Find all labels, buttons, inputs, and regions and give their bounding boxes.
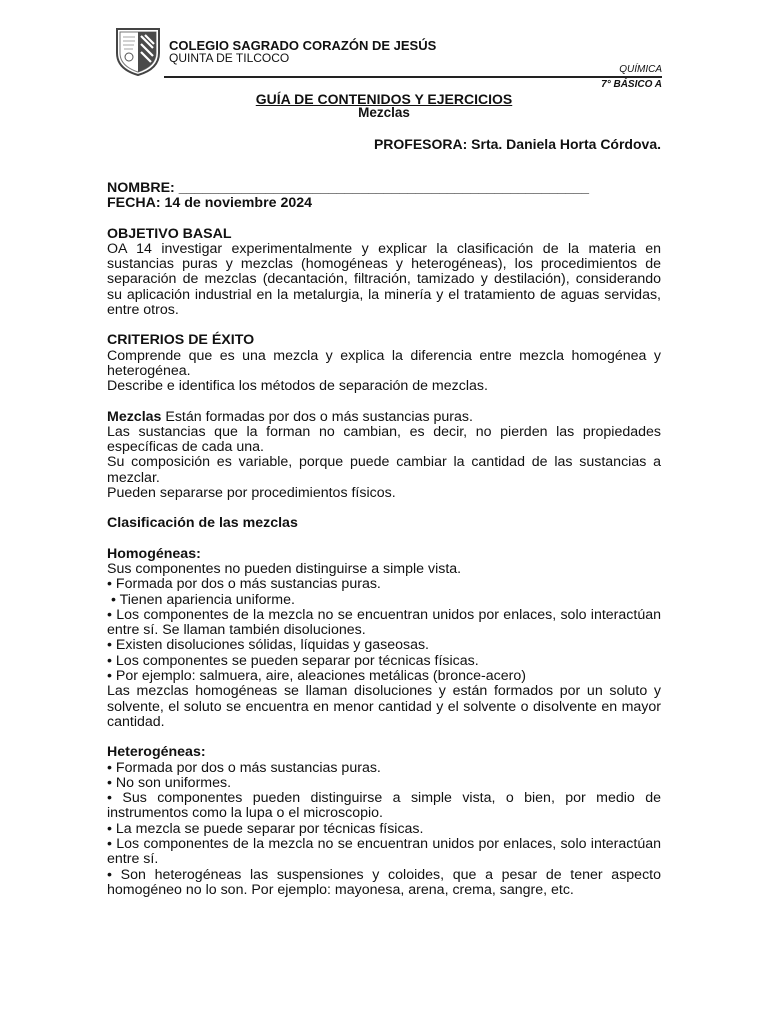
school-location: QUINTA DE TILCOCO [169,51,290,65]
homogeneas-bullet: • Por ejemplo: salmuera, aire, aleaciones metálicas (bronce-acero) [107,668,526,685]
school-name: COLEGIO SAGRADO CORAZÓN DE JESÚS [169,38,437,53]
mezclas-line: Las sustancias que la forman no cambian, es decir, no pierden las propiedades específicas de cada una. [107,423,661,456]
heterogeneas-bullet: • No son uniformes. [107,774,232,791]
homogeneas-bullet: • Los componentes se pueden separar por técnicas físicas. [107,652,479,669]
homogeneas-bullet: • Existen disoluciones sólidas, líquidas y gaseosas. [107,637,429,654]
grade-label: 7° BÁSICO A [601,79,662,90]
clasificacion-heading: Clasificación de las mezclas [107,515,298,532]
mezclas-line: Su composición es variable, porque puede cambiar la cantidad de las sustancias a mezclar. [107,454,661,486]
student-name-field[interactable]: NOMBRE: ____________________________________________________ [107,180,590,196]
criterio-line: Describe e identifica los métodos de separación de mezclas. [107,378,488,395]
document-body [107,181,661,898]
document-header [114,27,662,89]
heterogeneas-bullet: • Sus componentes pueden distinguirse a simple vista, o bien, por medio de instrumentos como la lupa o el microscopio. [107,790,661,822]
criterio-line: Comprende que es una mezcla y explica la diferencia entre mezcla homogénea y heterogénea. [107,347,661,379]
objetivo-text: OA 14 investigar experimentalmente y explicar la clasificación de la materia en sustancias puras y mezclas (homogéneas y heterogéneas), los procedimientos de separación de mezclas (decantación, filtración, tamizado y destilación), considerando su aplicación industrial en la metalurgia, la minería y el tratamiento de aguas servidas, entre otros. [107,240,661,319]
school-crest-icon [114,27,162,77]
criterios-heading: CRITERIOS DE ÉXITO [107,332,255,349]
date-field: FECHA: 14 de noviembre 2024 [107,195,313,212]
homogeneas-intro: Sus componentes no pueden distinguirse a simple vista. [107,560,462,577]
heterogeneas-bullet: • Los componentes de la mezcla no se encuentran unidos por enlaces, solo interactúan entre sí. [107,835,661,868]
homogeneas-bullet: • Formada por dos o más sustancias puras. [107,576,381,593]
mezclas-definition-text: Están formadas por dos o más sustancias puras. [161,408,473,425]
heterogeneas-bullet: • La mezcla se puede separar por técnicas físicas. [107,820,424,837]
subject-label: QUÍMICA [619,64,662,75]
heterogeneas-bullet: • Formada por dos o más sustancias puras. [107,759,381,776]
homogeneas-heading: Homogéneas: [107,545,201,562]
homogeneas-closing: Las mezclas homogéneas se llaman disoluciones y están formados por un soluto y solvente, el soluto se encuentra en menor cantidad y el solvente o disolvente en mayor cantidad. [107,683,661,730]
document-title: GUÍA DE CONTENIDOS Y EJERCICIOS [255,91,513,107]
homogeneas-bullet: • Tienen apariencia uniforme. [107,591,295,608]
heterogeneas-bullet: • Son heterogéneas las suspensiones y coloides, que a pesar de tener aspecto homogéneo no lo son. Por ejemplo: mayonesa, arena, crema, sangre, etc. [107,866,661,898]
document-topic: Mezclas [358,105,410,120]
mezclas-line: Pueden separarse por procedimientos físicos. [107,485,396,502]
mezclas-term: Mezclas [107,408,162,425]
objetivo-heading: OBJETIVO BASAL [107,225,232,242]
homogeneas-bullet: • Los componentes de la mezcla no se encuentran unidos por enlaces, solo interactúan entre sí. Se llaman también disoluciones. [107,606,661,639]
mezclas-definition [107,410,661,425]
teacher-name: PROFESORA: Srta. Daniela Horta Córdova. [373,136,661,152]
heterogeneas-heading: Heterogéneas: [107,744,206,761]
header-rule [164,76,662,78]
